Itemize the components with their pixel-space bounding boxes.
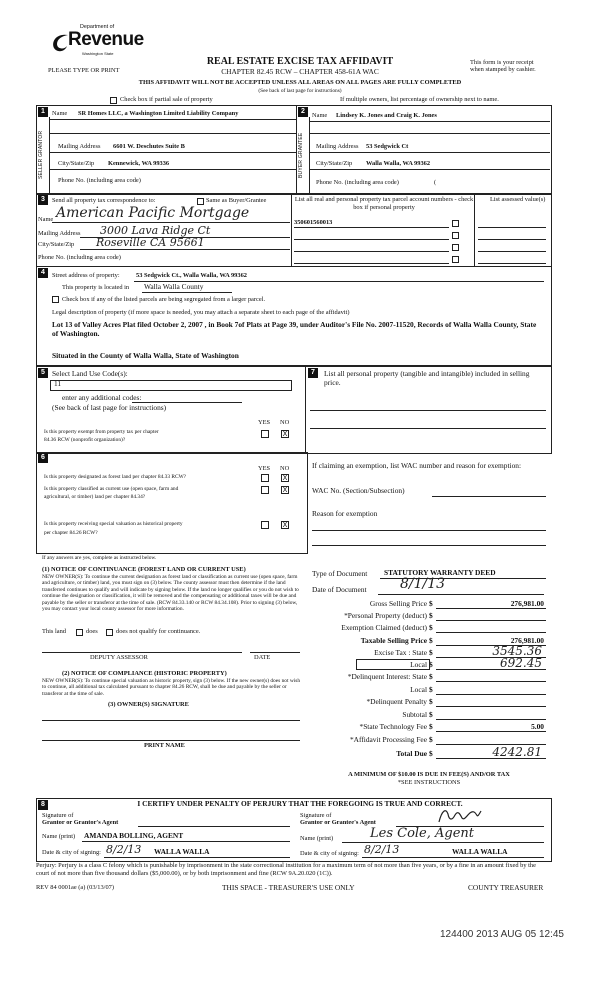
additional-codes-label: enter any additional codes: [62,393,142,402]
buyer-phone-value[interactable]: ( [434,179,437,186]
fee-line-dollar: $ [429,636,433,645]
form-chapter: CHAPTER 82.45 RCW – CHAPTER 458-61A WAC [221,67,379,76]
corr-city-value[interactable]: Roseville CA 95661 [96,236,205,249]
seller-side-label: SELLER GRANTOR [38,130,44,180]
grantor-sig-label-1: Signature of [42,812,74,819]
historic-yes-checkbox[interactable] [261,521,269,529]
see-instructions-note: *SEE INSTRUCTIONS [397,779,461,786]
fee-line-value[interactable]: 4242.81 [492,745,542,759]
forest-question: Is this property designated as forest land per chapter 84.33 RCW? [44,474,187,480]
fee-line-value[interactable]: 3545.36 [492,644,542,658]
located-value[interactable]: Walla Walla County [144,282,204,291]
doc-type-label: Type of Document [312,569,368,578]
local-rate-box[interactable] [356,659,430,670]
grantor-date-label: Date & city of signing: [42,849,101,856]
historic-q2: per chapter 84.26 RCW? [44,530,98,536]
dept-of-label: Department of [80,24,115,30]
parcel-number[interactable]: 350601560013 [294,219,333,226]
land-does-label: does [86,628,98,635]
personal-property-label: List all personal property (tangible and intangible) included in selling price. [324,369,530,387]
fee-line-dollar: $ [429,648,433,657]
forest-yes-checkbox[interactable] [261,474,269,482]
treasurer-space-label: THIS SPACE - TREASURER'S USE ONLY [222,883,355,892]
section-7-badge: 7 [308,368,318,378]
forest-no-checkbox[interactable]: X [282,474,288,482]
fee-line-dollar: $ [429,672,433,681]
seller-name-value[interactable]: SR Homes LLC, a Washington Limited Liability Company [78,110,239,117]
grantor-date-value[interactable]: 8/2/13 [106,843,142,856]
section-3-badge: 3 [38,195,48,205]
fee-line-label: Local [410,685,427,694]
fee-line-dollar: $ [429,710,433,719]
send-tax-label: Send all property tax correspondence to: [52,197,156,204]
grantee-city-value[interactable]: WALLA WALLA [452,847,508,856]
sec5-no-header: NO [280,419,290,426]
fee-line-dollar: $ [429,611,433,620]
buyer-city-value[interactable]: Walla Walla, WA 99362 [366,160,431,167]
fee-line-label: *Delinquent Penalty [366,697,427,706]
fee-line-dollar: $ [429,623,433,632]
buyer-phone-label: Phone No. (including area code) [316,179,399,186]
corr-mailing-value[interactable]: 3000 Lava Ridge Ct [100,224,211,237]
notice2-body: NEW OWNER(S): To continue special valuation as historic property, sign (3) below. If the new owner(s) does not wish to continue, all additional tax calculated pursuant to chapter 84.26 RCW, shall be due and payable by the seller or transferor at the time of sale. [42,678,301,697]
exempt-q2: 84.36 RCW (nonprofit organization)? [44,437,126,443]
seller-mailing-value[interactable]: 6601 W. Deschutes Suite B [113,143,185,150]
warning-text: THIS AFFIDAVIT WILL NOT BE ACCEPTED UNLESS ALL AREAS ON ALL PAGES ARE FULLY COMPLETED [138,79,462,86]
assessed-header: List assessed value(s) [490,196,546,203]
grantee-signature-scribble [436,806,486,828]
parcel-1-personal-checkbox[interactable] [452,220,459,227]
fee-line-value[interactable]: 276,981.00 [510,599,544,608]
notice1-title: (1) NOTICE OF CONTINUANCE (FOREST LAND OR CURRENT USE) [42,566,246,573]
print-name-label: PRINT NAME [144,742,185,749]
fee-line-value[interactable]: 276,981.00 [510,636,544,645]
fee-line-label: Taxable Selling Price [360,636,427,645]
doc-type-value[interactable]: STATUTORY WARRANTY DEED [384,568,496,577]
seller-city-value[interactable]: Kennewick, WA 99336 [108,160,170,167]
current-use-q1: Is this property classified as current use (open space, farm and [44,486,179,492]
current-use-q2: agricultural, or timber) land per chapter 84.34? [44,494,146,500]
seller-phone-label: Phone No. (including area code) [58,177,141,184]
historic-no-checkbox[interactable]: X [282,521,288,529]
notice2-title: (2) NOTICE OF COMPLIANCE (HISTORIC PROPERTY) [62,670,227,677]
exemption-reason-label: Reason for exemption [312,509,378,518]
land-use-see-back: (See back of last page for instructions) [52,403,167,412]
dept-logo-text: Revenue [68,29,144,50]
fee-line-value[interactable]: 5.00 [531,722,544,731]
grantee-sig-label-1: Signature of [300,812,332,819]
parcel-4-personal-checkbox[interactable] [452,256,459,263]
form-revision: REV 84 0001ae (a) (03/13/07) [36,884,114,891]
same-as-buyer-label: Same as Buyer/Grantee [206,197,267,204]
land-use-code-input[interactable] [50,380,292,391]
fee-line-label: *Affidavit Processing Fee [349,735,427,744]
corr-city-label: City/State/Zip [38,241,75,248]
exemption-question: If claiming an exemption, list WAC number and reason for exemption: [312,461,522,470]
fee-line-label: *Delinquent Interest: State [347,672,427,681]
fee-line-dollar: $ [429,735,433,744]
buyer-name-label: Name [312,112,328,119]
street-label: Street address of property: [52,272,120,279]
fee-line-label: Local [410,660,427,669]
situated-text: Situated in the County of Walla Walla, State of Washington [52,351,239,360]
section-2-badge: 2 [298,107,308,117]
fee-line-label: Total Due [396,749,427,758]
current-use-yes-checkbox[interactable] [261,486,269,494]
corr-name-value[interactable]: American Pacific Mortgage [56,205,250,221]
parcel-header: List all real and personal property tax parcel account numbers - check box if personal property [294,196,474,211]
section-1-badge: 1 [38,107,48,117]
fee-line-label: Excise Tax : State [374,648,427,657]
section-8-badge: 8 [38,800,48,810]
section-4-badge: 4 [38,268,48,278]
grantee-date-value[interactable]: 8/2/13 [364,843,400,856]
grantee-sig-label-2: Grantor or Grantee's Agent [300,819,376,826]
sec5-yes-header: YES [258,419,271,426]
this-land-label: This land [42,628,66,635]
buyer-city-label: City/State/Zip [316,160,353,167]
see-back-text: (See back of last page for instructions) [258,88,342,94]
segregated-label: Check box if any of the listed parcels are being segregated from a larger parcel. [62,296,266,303]
land-use-label: Select Land Use Code(s): [52,369,128,378]
dept-state: Washington State [82,51,114,56]
section-5-badge: 5 [38,368,48,378]
seller-name-label: Name [52,110,68,117]
fee-line-label: Exemption Claimed (deduct) [341,623,427,632]
doc-date-label: Date of Document [312,585,367,594]
buyer-mailing-label: Mailing Address [316,143,359,150]
seller-city-label: City/State/Zip [58,160,95,167]
minimum-fee-note: A MINIMUM OF $10.00 IS DUE IN FEE(S) AND/OR TAX [348,771,510,778]
parcel-3-personal-checkbox[interactable] [452,244,459,251]
multiple-owners-note: If multiple owners, list percentage of ownership next to name. [340,96,499,103]
sec6-no-header: NO [280,465,290,472]
partial-sale-checkbox[interactable] [110,97,117,104]
current-use-no-checkbox[interactable]: X [282,486,288,494]
street-value[interactable]: 53 Sedgwick Ct., Walla Walla, WA 99362 [136,272,247,279]
certify-statement: I CERTIFY UNDER PENALTY OF PERJURY THAT THE FOREGOING IS TRUE AND CORRECT. [137,799,463,808]
parcel-2-personal-checkbox[interactable] [452,232,459,239]
seller-mailing-label: Mailing Address [58,143,101,150]
land-does-not-label: does not qualify for continuance. [116,628,201,635]
partial-sale-label: Check box if partial sale of property [120,96,213,103]
owner-signature-label: (3) OWNER(S) SIGNATURE [108,701,189,708]
fee-line-label: *Personal Property (deduct) [344,611,427,620]
corr-name-label: Name [38,216,54,223]
land-does-checkbox[interactable] [76,629,83,636]
revenue-logo [50,20,144,66]
legal-description[interactable]: Lot 13 of Valley Acres Plat filed October 2, 2007 , in Book 7of Plats at Page 39, under Auditor's File No. 2007-11520, Records of Walla Walla County, State of Washington. [52,320,537,338]
grantee-date-label: Date & city of signing: [300,850,359,857]
historic-q1: Is this property receiving special valuation as historical property [44,521,183,527]
fee-line-dollar: $ [429,749,433,758]
fee-line-label: *State Technology Fee [359,722,427,731]
grantee-name-label: Name (print) [300,835,334,842]
segregated-checkbox[interactable] [52,296,59,303]
located-label: This property is located in [62,284,130,291]
legal-label: Legal description of property (if more space is needed, you may attach a separate sheet to each page of the affidavit) [52,309,350,316]
fee-line-dollar: $ [429,697,433,706]
exempt-yes-checkbox[interactable] [261,430,269,438]
corr-mailing-label: Mailing Address [38,230,81,237]
county-treasurer-label: COUNTY TREASURER [468,883,544,892]
same-as-buyer-checkbox[interactable] [197,198,204,205]
exempt-q1: Is this property exempt from property tax per chapter [44,429,159,435]
form-title: REAL ESTATE EXCISE TAX AFFIDAVIT [206,56,394,67]
deputy-date-label: DATE [254,654,271,661]
fee-line-dollar: $ [429,685,433,694]
doc-date-value[interactable]: 8/1/13 [400,576,446,592]
corr-phone-label: Phone No. (including area code) [38,254,121,261]
notice1-body: NEW OWNER(S): To continue the current designation as forest land or classification as current use (open space, farm and agriculture, or timber) land, you must sign on (3) below. The county assessor must then determine if the land transferred continues to qualify and will indicate by signing below. If the land no longer qualifies or you do not wish to continue the designation or classification, it will be removed and the compensating or additional taxes will be due and payable by the seller or transferor at the time of sale. (RCW 84.33.140 or RCW 84.34.108). Prior to signing (3) below, you may contact your local county assessor for more information. [42,574,299,613]
wac-label: WAC No. (Section/Subsection) [312,486,405,495]
any-yes-note: If any answers are yes, complete as instructed below. [42,555,157,561]
fee-line-value[interactable]: 692.45 [500,656,542,670]
grantee-name-value[interactable]: Les Cole, Agent [370,826,475,841]
fee-line-dollar: $ [429,599,433,608]
buyer-name-value[interactable]: Lindsey K. Jones and Craig K. Jones [336,112,437,119]
recording-stamp: 124400 2013 AUG 05 12:45 [440,929,564,940]
receipt-note-2: when stamped by cashier. [470,66,536,73]
grantor-name-value[interactable]: AMANDA BOLLING, AGENT [84,831,184,840]
receipt-note-1: This form is your receipt [470,59,534,66]
fee-line-label: Subtotal [402,710,427,719]
fee-line-dollar: $ [429,660,433,669]
land-use-code: 11 [54,379,62,388]
grantor-sig-label-2: Grantor or Grantor's Agent [42,819,119,826]
grantor-name-label: Name (print) [42,833,76,840]
buyer-mailing-value[interactable]: 53 Sedgwick Ct [366,143,409,150]
fee-line-dollar: $ [429,722,433,731]
section-6-badge: 6 [38,453,48,463]
perjury-notice: Perjury: Perjury is a class C felony which is punishable by imprisonment in the state correctional institution for a maximum term of not more than five years, or by a fine in an amount fixed by the court of not more than five thousand dollars ($5,000.00), or by both imprisonment and fine (RCW 9A.20.020 (1C)). [36,862,536,877]
land-does-not-checkbox[interactable] [106,629,113,636]
fee-line-label: Gross Selling Price [369,599,427,608]
grantor-city-value[interactable]: WALLA WALLA [154,847,210,856]
buyer-side-label: BUYER GRANTEE [298,132,304,178]
exempt-no-checkbox[interactable]: X [282,430,288,438]
deputy-assessor-label: DEPUTY ASSESSOR [90,654,148,661]
please-type-label: PLEASE TYPE OR PRINT [48,67,120,74]
sec6-yes-header: YES [258,465,271,472]
